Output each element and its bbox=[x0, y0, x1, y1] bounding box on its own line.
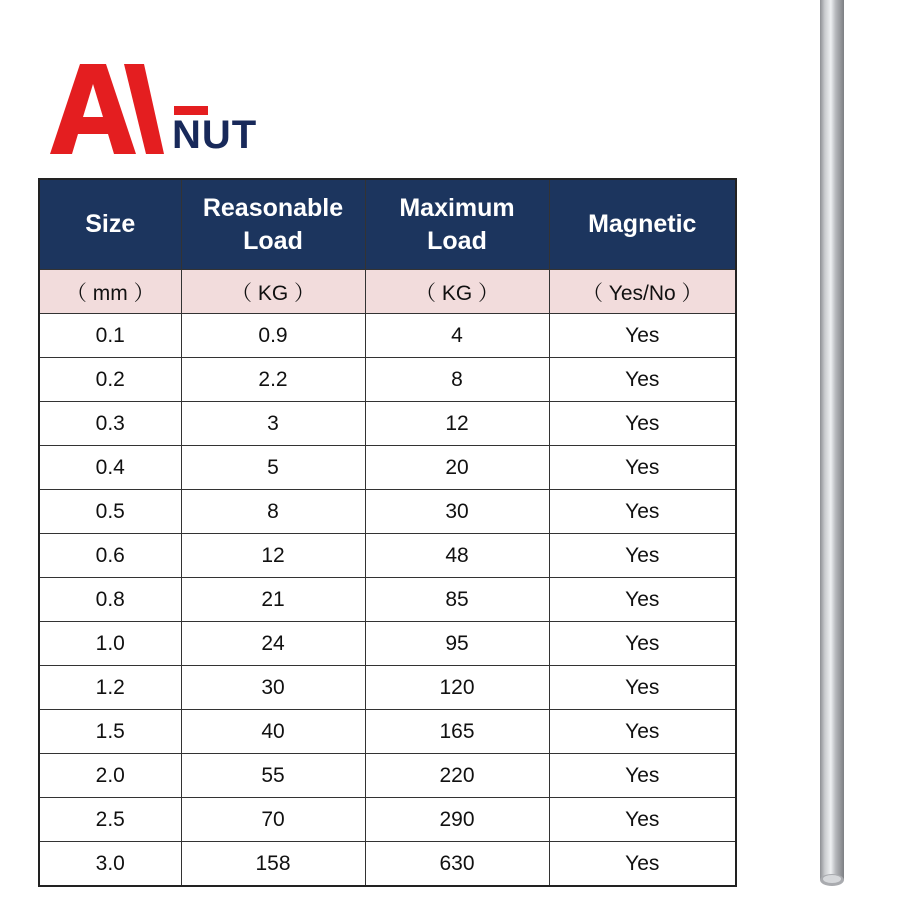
cell-magnetic: Yes bbox=[549, 754, 736, 798]
cell-reasonable-load: 8 bbox=[181, 490, 365, 534]
cell-maximum-load: 8 bbox=[365, 358, 549, 402]
cell-maximum-load: 20 bbox=[365, 446, 549, 490]
cell-reasonable-load: 70 bbox=[181, 798, 365, 842]
table-row bbox=[39, 666, 736, 710]
cell-magnetic: Yes bbox=[549, 622, 736, 666]
table-row bbox=[39, 842, 736, 887]
cell-size: 1.2 bbox=[39, 666, 181, 710]
cell-reasonable-load: 55 bbox=[181, 754, 365, 798]
cell-reasonable-load: 5 bbox=[181, 446, 365, 490]
cell-size: 0.4 bbox=[39, 446, 181, 490]
header-reasonable-load: Reasonable Load bbox=[181, 179, 365, 270]
cell-maximum-load: 165 bbox=[365, 710, 549, 754]
cell-magnetic: Yes bbox=[549, 710, 736, 754]
cell-maximum-load: 30 bbox=[365, 490, 549, 534]
cell-size: 0.1 bbox=[39, 314, 181, 358]
cell-maximum-load: 290 bbox=[365, 798, 549, 842]
table-row bbox=[39, 798, 736, 842]
table-row bbox=[39, 446, 736, 490]
cell-reasonable-load: 12 bbox=[181, 534, 365, 578]
table-row bbox=[39, 490, 736, 534]
table-row bbox=[39, 534, 736, 578]
cell-magnetic: Yes bbox=[549, 666, 736, 710]
unit-reasonable-load: （ KG ） bbox=[181, 270, 365, 314]
cell-size: 0.5 bbox=[39, 490, 181, 534]
table-row bbox=[39, 578, 736, 622]
cell-maximum-load: 95 bbox=[365, 622, 549, 666]
cell-reasonable-load: 2.2 bbox=[181, 358, 365, 402]
cell-reasonable-load: 30 bbox=[181, 666, 365, 710]
table-header-row bbox=[39, 179, 736, 270]
cell-magnetic: Yes bbox=[549, 578, 736, 622]
brand-logo bbox=[50, 62, 290, 162]
table-row bbox=[39, 622, 736, 666]
cell-reasonable-load: 21 bbox=[181, 578, 365, 622]
cell-maximum-load: 48 bbox=[365, 534, 549, 578]
cell-size: 2.5 bbox=[39, 798, 181, 842]
cell-maximum-load: 630 bbox=[365, 842, 549, 887]
cell-magnetic: Yes bbox=[549, 402, 736, 446]
unit-maximum-load: （ KG ） bbox=[365, 270, 549, 314]
cell-size: 0.6 bbox=[39, 534, 181, 578]
logo-wordmark: NUT bbox=[172, 113, 258, 157]
header-size: Size bbox=[39, 179, 181, 270]
cell-maximum-load: 4 bbox=[365, 314, 549, 358]
cell-reasonable-load: 40 bbox=[181, 710, 365, 754]
cell-magnetic: Yes bbox=[549, 446, 736, 490]
cell-size: 3.0 bbox=[39, 842, 181, 887]
cell-maximum-load: 85 bbox=[365, 578, 549, 622]
cell-size: 0.8 bbox=[39, 578, 181, 622]
header-magnetic: Magnetic bbox=[549, 179, 736, 270]
cell-magnetic: Yes bbox=[549, 798, 736, 842]
cell-magnetic: Yes bbox=[549, 534, 736, 578]
cell-magnetic: Yes bbox=[549, 842, 736, 887]
steel-rod-image bbox=[818, 0, 848, 890]
spec-table bbox=[38, 178, 737, 887]
table-row bbox=[39, 314, 736, 358]
cell-maximum-load: 120 bbox=[365, 666, 549, 710]
cell-reasonable-load: 3 bbox=[181, 402, 365, 446]
unit-size: （ mm ） bbox=[39, 270, 181, 314]
cell-magnetic: Yes bbox=[549, 358, 736, 402]
cell-size: 1.5 bbox=[39, 710, 181, 754]
table-row bbox=[39, 358, 736, 402]
cell-reasonable-load: 158 bbox=[181, 842, 365, 887]
cell-size: 0.2 bbox=[39, 358, 181, 402]
unit-magnetic: （ Yes/No ） bbox=[549, 270, 736, 314]
cell-maximum-load: 220 bbox=[365, 754, 549, 798]
cell-size: 1.0 bbox=[39, 622, 181, 666]
cell-size: 0.3 bbox=[39, 402, 181, 446]
table-row bbox=[39, 754, 736, 798]
cell-maximum-load: 12 bbox=[365, 402, 549, 446]
header-maximum-load: Maximum Load bbox=[365, 179, 549, 270]
cell-reasonable-load: 0.9 bbox=[181, 314, 365, 358]
cell-size: 2.0 bbox=[39, 754, 181, 798]
cell-magnetic: Yes bbox=[549, 314, 736, 358]
table-row bbox=[39, 402, 736, 446]
cell-reasonable-load: 24 bbox=[181, 622, 365, 666]
cell-magnetic: Yes bbox=[549, 490, 736, 534]
units-row bbox=[39, 270, 736, 314]
table-row bbox=[39, 710, 736, 754]
